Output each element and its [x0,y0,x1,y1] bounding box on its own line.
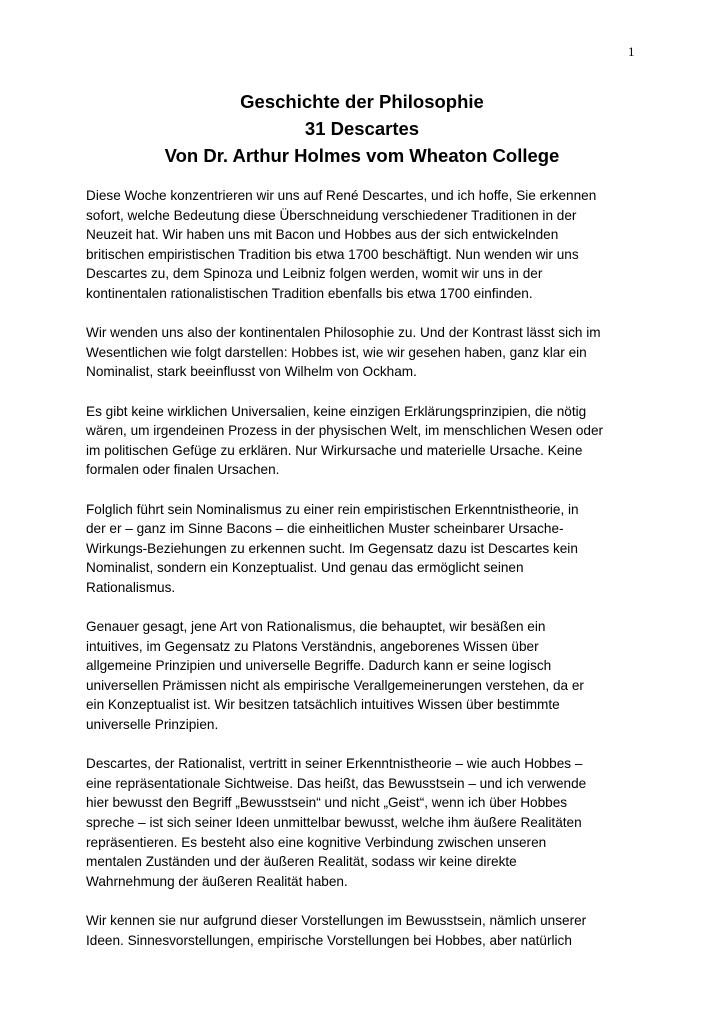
paragraph-line: Genauer gesagt, jene Art von Rationalismus, die behauptet, wir besäßen ein [86,619,546,635]
paragraph [86,911,646,950]
paragraph-line: repräsentieren. Es besteht also eine kognitive Verbindung zwischen unseren [86,834,547,850]
paragraph-line: formalen oder finalen Ursachen. [86,462,280,478]
paragraph-line: spreche – ist sich seiner Ideen unmittelbar bewusst, welche ihm äußere Realitäten [86,815,582,830]
title-line-3: Von Dr. Arthur Holmes vom Wheaton College [164,145,560,166]
paragraph-line: sofort, welche Bedeutung diese Überschneidung verschiedener Traditionen in der [86,207,577,223]
paragraph-line: der er – ganz im Sinne Bacons – die einheitlichen Muster scheinbarer Ursache- [86,521,564,537]
paragraph [86,323,646,382]
paragraph-line: Descartes zu, dem Spinoza und Leibniz folgen werden, womit wir uns in der [86,266,543,282]
paragraph-line: hier bewusst den Begriff „Bewusstsein“ und nicht „Geist“, wenn ich über Hobbes [86,795,568,811]
paragraph-line: universelle Prinzipien. [86,717,219,733]
paragraph-line: intuitives, im Gegensatz zu Platons Verständnis, angeborenes Wissen über [86,638,539,654]
paragraph-line: Wahrnehmung der äußeren Realität haben. [86,873,348,889]
paragraph-line: Nominalist, sondern ein Konzeptualist. Und genau das ermöglicht seinen [86,560,524,576]
paragraph-line: ein Konzeptualist ist. Wir besitzen tatsächlich intuitives Wissen über bestimmte [86,697,560,713]
paragraph-line: eine repräsentationale Sichtweise. Das heißt, das Bewusstsein – und ich verwende [86,775,587,791]
title-line-2: 31 Descartes [304,118,420,139]
paragraph-line: im politischen Gefüge zu erklären. Nur Wirkursache und materielle Ursache. Keine [86,442,583,458]
paragraph-line: Wir wenden uns also der kontinentalen Philosophie zu. Und der Kontrast lässt sich im [86,325,601,341]
paragraph-line: Nominalist, stark beeinflusst von Wilhelm von Ockham. [86,364,417,380]
document-body [86,186,646,970]
paragraph-line: britischen empiristischen Tradition bis etwa 1700 beschäftigt. Nun wenden wir uns [86,246,579,262]
paragraph [86,402,646,480]
paragraph-line: wären, um irgendeinen Prozess in der physischen Welt, im menschlichen Wesen oder [86,423,604,439]
paragraph-line: Wir kennen sie nur aufgrund dieser Vorstellungen im Bewusstsein, nämlich unserer [86,912,587,928]
paragraph [86,500,646,598]
paragraph-line: Descartes, der Rationalist, vertritt in seiner Erkenntnistheorie – wie auch Hobbes – [86,756,583,772]
paragraph-line: Wirkungs-Beziehungen zu erkennen sucht. Im Gegensatz dazu ist Descartes kein [86,540,578,556]
document-title [60,88,664,169]
paragraph [86,754,646,891]
paragraph-line: kontinentalen rationalistischen Tradition ebenfalls bis etwa 1700 einfinden. [86,285,533,301]
page-number: 1 [628,44,635,59]
paragraph-line: Rationalismus. [86,579,176,595]
paragraph-line: Diese Woche konzentrieren wir uns auf René Descartes, und ich hoffe, Sie erkennen [86,188,597,203]
paragraph-line: Ideen. Sinnesvorstellungen, empirische Vorstellungen bei Hobbes, aber natürlich [86,932,572,948]
paragraph [86,186,646,304]
paragraph-line: allgemeine Prinzipien und universelle Begriffe. Dadurch kann er seine logisch [86,658,552,674]
paragraph-line: Neuzeit hat. Wir haben uns mit Bacon und Hobbes aus der sich entwickelnden [86,227,559,243]
paragraph [86,617,646,735]
paragraph-line: Wesentlichen wie folgt darstellen: Hobbes ist, wie wir gesehen haben, ganz klar ein [86,344,587,360]
paragraph-line: universellen Prämissen nicht als empirische Verallgemeinerungen verstehen, da er [86,677,584,693]
paragraph-line: Es gibt keine wirklichen Universalien, keine einzigen Erklärungsprinzipien, die nötig [86,403,587,419]
title-line-1: Geschichte der Philosophie [240,91,484,112]
paragraph-line: Folglich führt sein Nominalismus zu einer rein empiristischen Erkenntnistheorie, in [86,501,579,517]
paragraph-line: mentalen Zuständen und der äußeren Realität, sodass wir keine direkte [86,854,517,870]
